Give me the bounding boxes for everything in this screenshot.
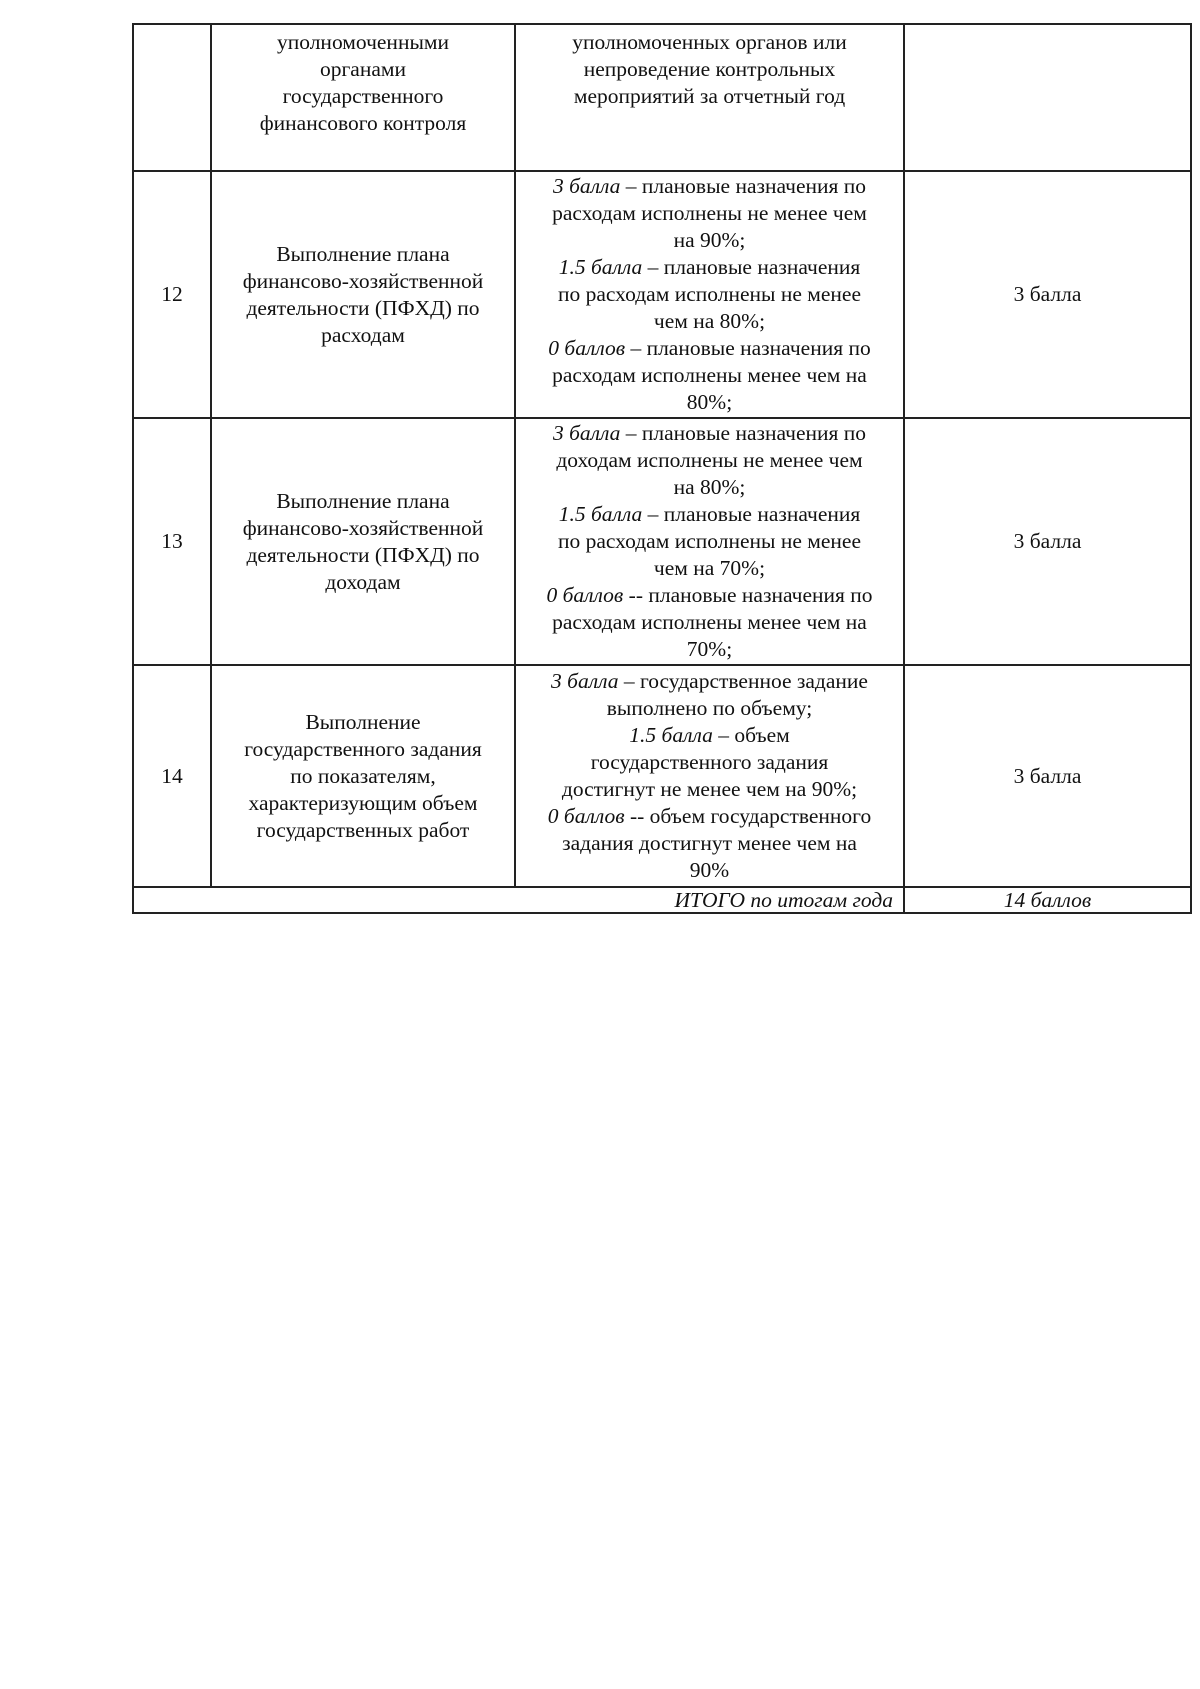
cell-criteria (515, 171, 904, 418)
criteria-line: уполномоченных органов или (572, 30, 847, 54)
cell-criteria (515, 24, 904, 171)
cell-max-score: 3 балла (904, 171, 1191, 418)
cell-indicator-name (211, 24, 515, 171)
criteria-line (520, 254, 899, 281)
cell-max-score: 3 балла (904, 665, 1191, 887)
name-line: органами (319, 57, 407, 81)
criteria-line (520, 668, 899, 695)
name-line: финансово-хозяйственной (242, 515, 484, 540)
criteria-score: 0 баллов (547, 804, 625, 828)
criteria-line (520, 335, 899, 362)
criteria-line: 80%; (686, 390, 733, 414)
criteria-score: 3 балла (552, 174, 621, 198)
name-line: по показателям, (290, 763, 436, 788)
name-line: финансового контроля (259, 111, 467, 135)
criteria-line: государственного задания (590, 750, 829, 774)
name-line: доходам (325, 569, 401, 594)
name-line: финансово-хозяйственной (242, 268, 484, 293)
criteria-line: по расходам исполнены не менее (558, 529, 861, 553)
name-line: Выполнение (305, 709, 421, 734)
criteria-score: 1.5 балла (558, 502, 643, 526)
name-line: расходам (321, 322, 405, 347)
criteria-text: – плановые назначения по (625, 336, 871, 360)
name-line: государственного задания (244, 736, 482, 761)
table-row (133, 665, 1191, 887)
criteria-table (132, 23, 1192, 914)
criteria-text: -- плановые назначения по (623, 583, 873, 607)
criteria-line: доходам исполнены не менее чем (556, 448, 863, 472)
name-line: характеризующим объем (248, 790, 478, 815)
criteria-line: выполнено по объему; (606, 696, 813, 720)
criteria-score: 1.5 балла (558, 255, 643, 279)
criteria-line: чем на 70%; (653, 556, 766, 580)
criteria-score: 0 баллов (546, 583, 624, 607)
criteria-line: по расходам исполнены не менее (558, 282, 861, 306)
total-label: ИТОГО по итогам года (133, 887, 904, 913)
criteria-score: 3 балла (551, 669, 619, 693)
name-line: деятельности (ПФХД) по (246, 542, 480, 567)
name-line: Выполнение плана (276, 488, 450, 513)
cell-number: 13 (133, 418, 211, 665)
name-line: государственного (282, 84, 444, 108)
total-value: 14 баллов (904, 887, 1191, 913)
criteria-line: 90% (689, 858, 730, 882)
table-row-continuation (133, 24, 1191, 171)
name-line: уполномоченными (276, 30, 450, 54)
criteria-line: мероприятий за отчетный год (573, 84, 846, 108)
criteria-line: 70%; (686, 637, 733, 661)
name-line: государственных работ (256, 817, 470, 842)
name-line: Выполнение плана (276, 241, 450, 266)
criteria-line: на 80%; (673, 475, 746, 499)
criteria-line (520, 582, 899, 609)
criteria-line: чем на 80%; (653, 309, 766, 333)
cell-max-score (904, 24, 1191, 171)
cell-number: 14 (133, 665, 211, 887)
criteria-text: – государственное задание (618, 669, 868, 693)
criteria-line (520, 722, 899, 749)
criteria-line: достигнут не менее чем на 90%; (561, 777, 858, 801)
criteria-text: – плановые назначения по (620, 421, 867, 445)
table-row (133, 418, 1191, 665)
criteria-line: расходам исполнены менее чем на (552, 610, 867, 634)
cell-indicator-name (211, 418, 515, 665)
criteria-text: -- объем государственного (624, 804, 872, 828)
criteria-line (520, 173, 899, 200)
criteria-text: – плановые назначения (642, 502, 861, 526)
cell-number: 12 (133, 171, 211, 418)
criteria-text: – плановые назначения (642, 255, 861, 279)
cell-criteria (515, 665, 904, 887)
criteria-line: на 90%; (673, 228, 746, 252)
cell-max-score: 3 балла (904, 418, 1191, 665)
criteria-line: задания достигнут менее чем на (562, 831, 857, 855)
criteria-line (520, 501, 899, 528)
table-row-total (133, 887, 1191, 913)
criteria-line (520, 420, 899, 447)
criteria-score: 1.5 балла (629, 723, 713, 747)
criteria-score: 0 баллов (548, 336, 626, 360)
criteria-text: – плановые назначения по (620, 174, 867, 198)
criteria-line: расходам исполнены менее чем на (552, 363, 867, 387)
cell-criteria (515, 418, 904, 665)
criteria-line: непроведение контрольных (583, 57, 836, 81)
criteria-line (520, 803, 899, 830)
name-line: деятельности (ПФХД) по (246, 295, 480, 320)
cell-indicator-name (211, 665, 515, 887)
cell-indicator-name (211, 171, 515, 418)
criteria-line: расходам исполнены не менее чем (552, 201, 867, 225)
cell-number (133, 24, 211, 171)
table-row (133, 171, 1191, 418)
criteria-text: – объем (712, 723, 790, 747)
criteria-score: 3 балла (552, 421, 621, 445)
